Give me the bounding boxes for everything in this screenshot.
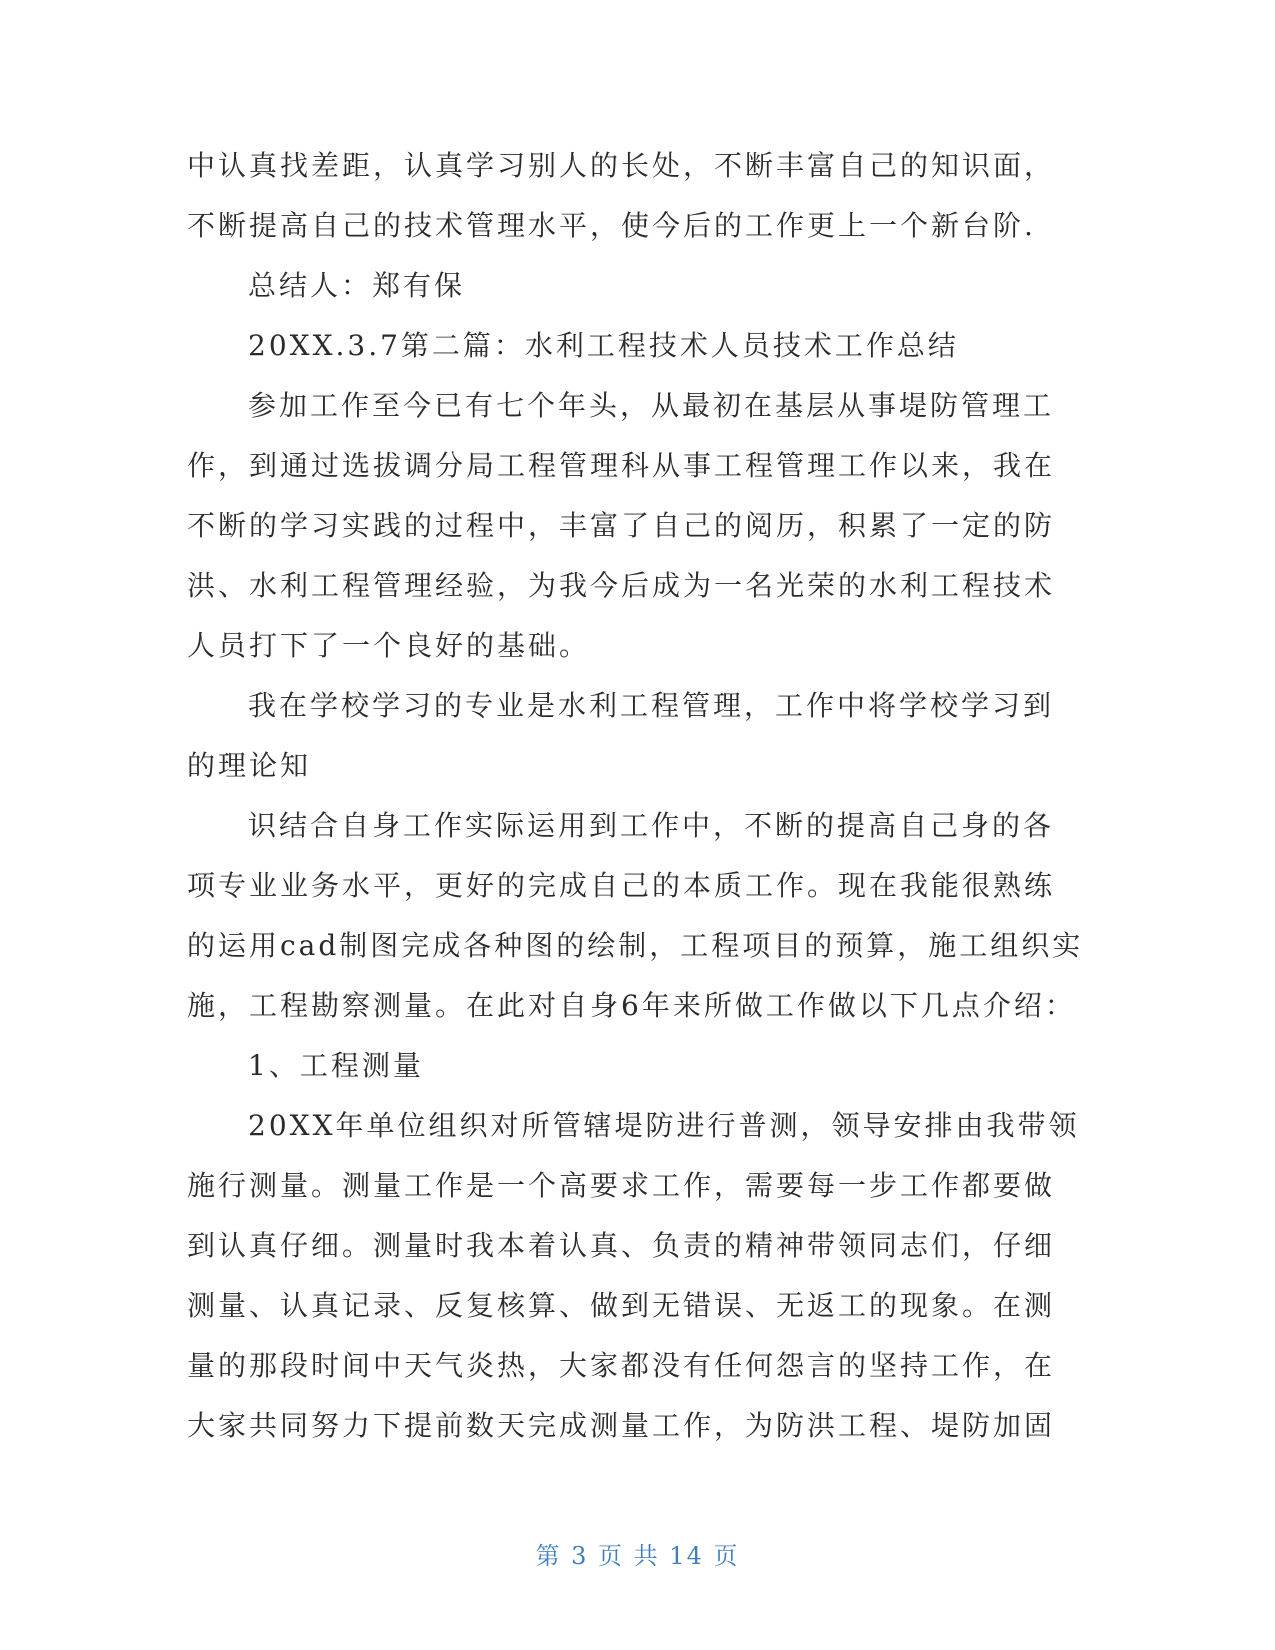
text-line: 量的那段时间中天气炎热，大家都没有任何怨言的坚持工作，在 xyxy=(187,1349,1056,1382)
text-line: 洪、水利工程管理经验，为我今后成为一名光荣的水利工程技术 xyxy=(187,569,1056,602)
section-heading: 20XX.3.7第二篇：水利工程技术人员技术工作总结 xyxy=(248,329,959,362)
text-line: 识结合自身工作实际运用到工作中，不断的提高自己身的各 xyxy=(248,809,1055,842)
text-line: 不断提高自己的技术管理水平，使今后的工作更上一个新台阶. xyxy=(187,209,1036,242)
text-line: 的运用cad制图完成各种图的绘制，工程项目的预算，施工组织实 xyxy=(187,929,1084,962)
text-line: 我在学校学习的专业是水利工程管理，工作中将学校学习到 xyxy=(248,689,1055,722)
text-line: 20XX年单位组织对所管辖堤防进行普测，领导安排由我带领 xyxy=(248,1109,1080,1142)
text-line: 参加工作至今已有七个年头，从最初在基层从事堤防管理工 xyxy=(248,389,1055,422)
text-line: 人员打下了一个良好的基础。 xyxy=(187,629,591,662)
text-line: 项专业业务水平，更好的完成自己的本质工作。现在我能很熟练 xyxy=(187,869,1056,902)
text-line: 到认真仔细。测量时我本着认真、负责的精神带领同志们，仔细 xyxy=(187,1229,1056,1262)
page-number-footer: 第 3 页 共 14 页 xyxy=(535,1542,740,1570)
list-item-heading: 1、工程测量 xyxy=(248,1049,424,1082)
text-line: 作，到通过选拔调分局工程管理科从事工程管理工作以来，我在 xyxy=(187,449,1056,482)
text-line: 施，工程勘察测量。在此对自身6年来所做工作做以下几点介绍： xyxy=(187,989,1076,1022)
text-line: 大家共同努力下提前数天完成测量工作，为防洪工程、堤防加固 xyxy=(187,1409,1056,1442)
text-line: 不断的学习实践的过程中，丰富了自己的阅历，积累了一定的防 xyxy=(187,509,1056,542)
text-line: 的理论知 xyxy=(187,749,312,782)
text-line: 中认真找差距，认真学习别人的长处，不断丰富自己的知识面， xyxy=(187,149,1056,182)
text-line: 测量、认真记录、反复核算、做到无错误、无返工的现象。在测 xyxy=(187,1289,1056,1322)
document-body xyxy=(187,136,1087,1456)
signature-line: 总结人：郑有保 xyxy=(248,269,466,302)
text-line: 施行测量。测量工作是一个高要求工作，需要每一步工作都要做 xyxy=(187,1169,1056,1202)
